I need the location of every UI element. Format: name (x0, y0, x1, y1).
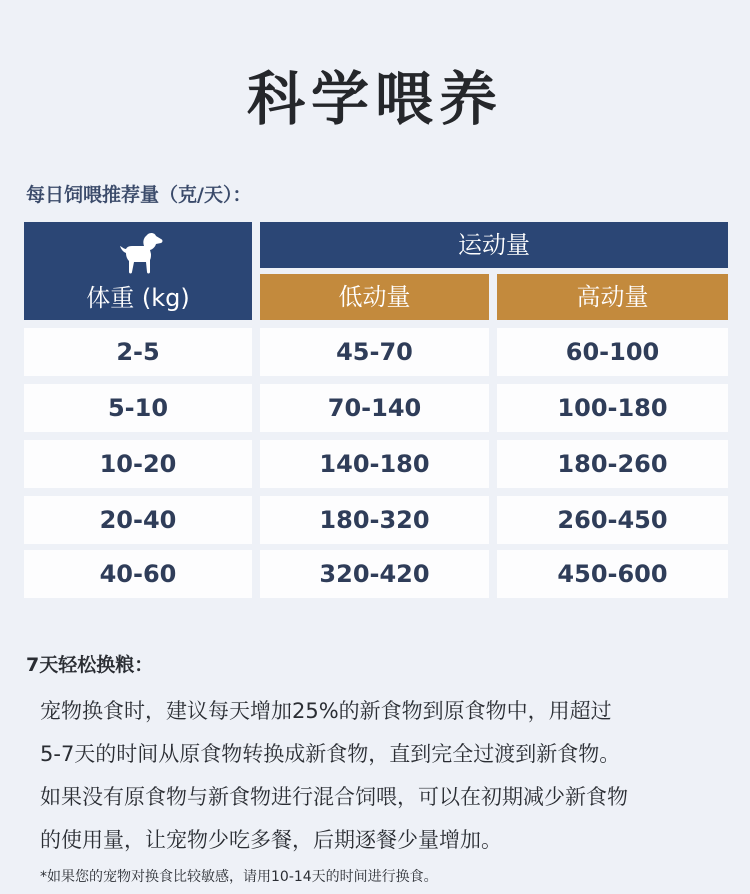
table-row (24, 384, 728, 432)
dog-icon (116, 230, 166, 276)
high-activity-cell: 100-180 (497, 384, 728, 432)
high-activity-cell: 180-260 (497, 440, 728, 488)
low-activity-cell: 140-180 (260, 440, 489, 488)
paragraph-line: 如果没有原食物与新食物进行混合饲喂，可以在初期减少新食物 (40, 785, 628, 809)
paragraph-line: 5-7天的时间从原食物转换成新食物，直到完全过渡到新食物。 (40, 742, 621, 766)
weight-header: 体重 (kg) (86, 284, 190, 312)
high-activity-cell: 260-450 (497, 496, 728, 544)
low-activity-cell: 70-140 (260, 384, 489, 432)
paragraph-line: 宠物换食时，建议每天增加25%的新食物到原食物中，用超过 (40, 699, 612, 723)
table-subtitle: 每日饲喂推荐量（克/天）： (26, 184, 252, 206)
table-row (24, 440, 728, 488)
weight-cell: 40-60 (24, 550, 252, 598)
table-row (24, 550, 728, 598)
transition-paragraph (40, 690, 730, 862)
low-activity-cell: 180-320 (260, 496, 489, 544)
paragraph-line: 的使用量，让宠物少吃多餐，后期逐餐少量增加。 (40, 828, 502, 852)
high-activity-cell: 60-100 (497, 328, 728, 376)
page-title: 科学喂养 (246, 65, 503, 133)
high-activity-header: 高动量 (497, 274, 728, 320)
high-activity-cell: 450-600 (497, 550, 728, 598)
weight-cell: 5-10 (24, 384, 252, 432)
low-activity-cell: 45-70 (260, 328, 489, 376)
low-activity-header: 低动量 (260, 274, 489, 320)
table-row (24, 496, 728, 544)
transition-title: 7天轻松换粮： (26, 654, 154, 676)
weight-cell: 10-20 (24, 440, 252, 488)
table-row (24, 328, 728, 376)
activity-header: 运动量 (260, 222, 728, 268)
weight-header-cell (24, 222, 252, 320)
weight-cell: 20-40 (24, 496, 252, 544)
footnote: *如果您的宠物对换食比较敏感，请用10-14天的时间进行换食。 (40, 869, 438, 885)
weight-cell: 2-5 (24, 328, 252, 376)
low-activity-cell: 320-420 (260, 550, 489, 598)
